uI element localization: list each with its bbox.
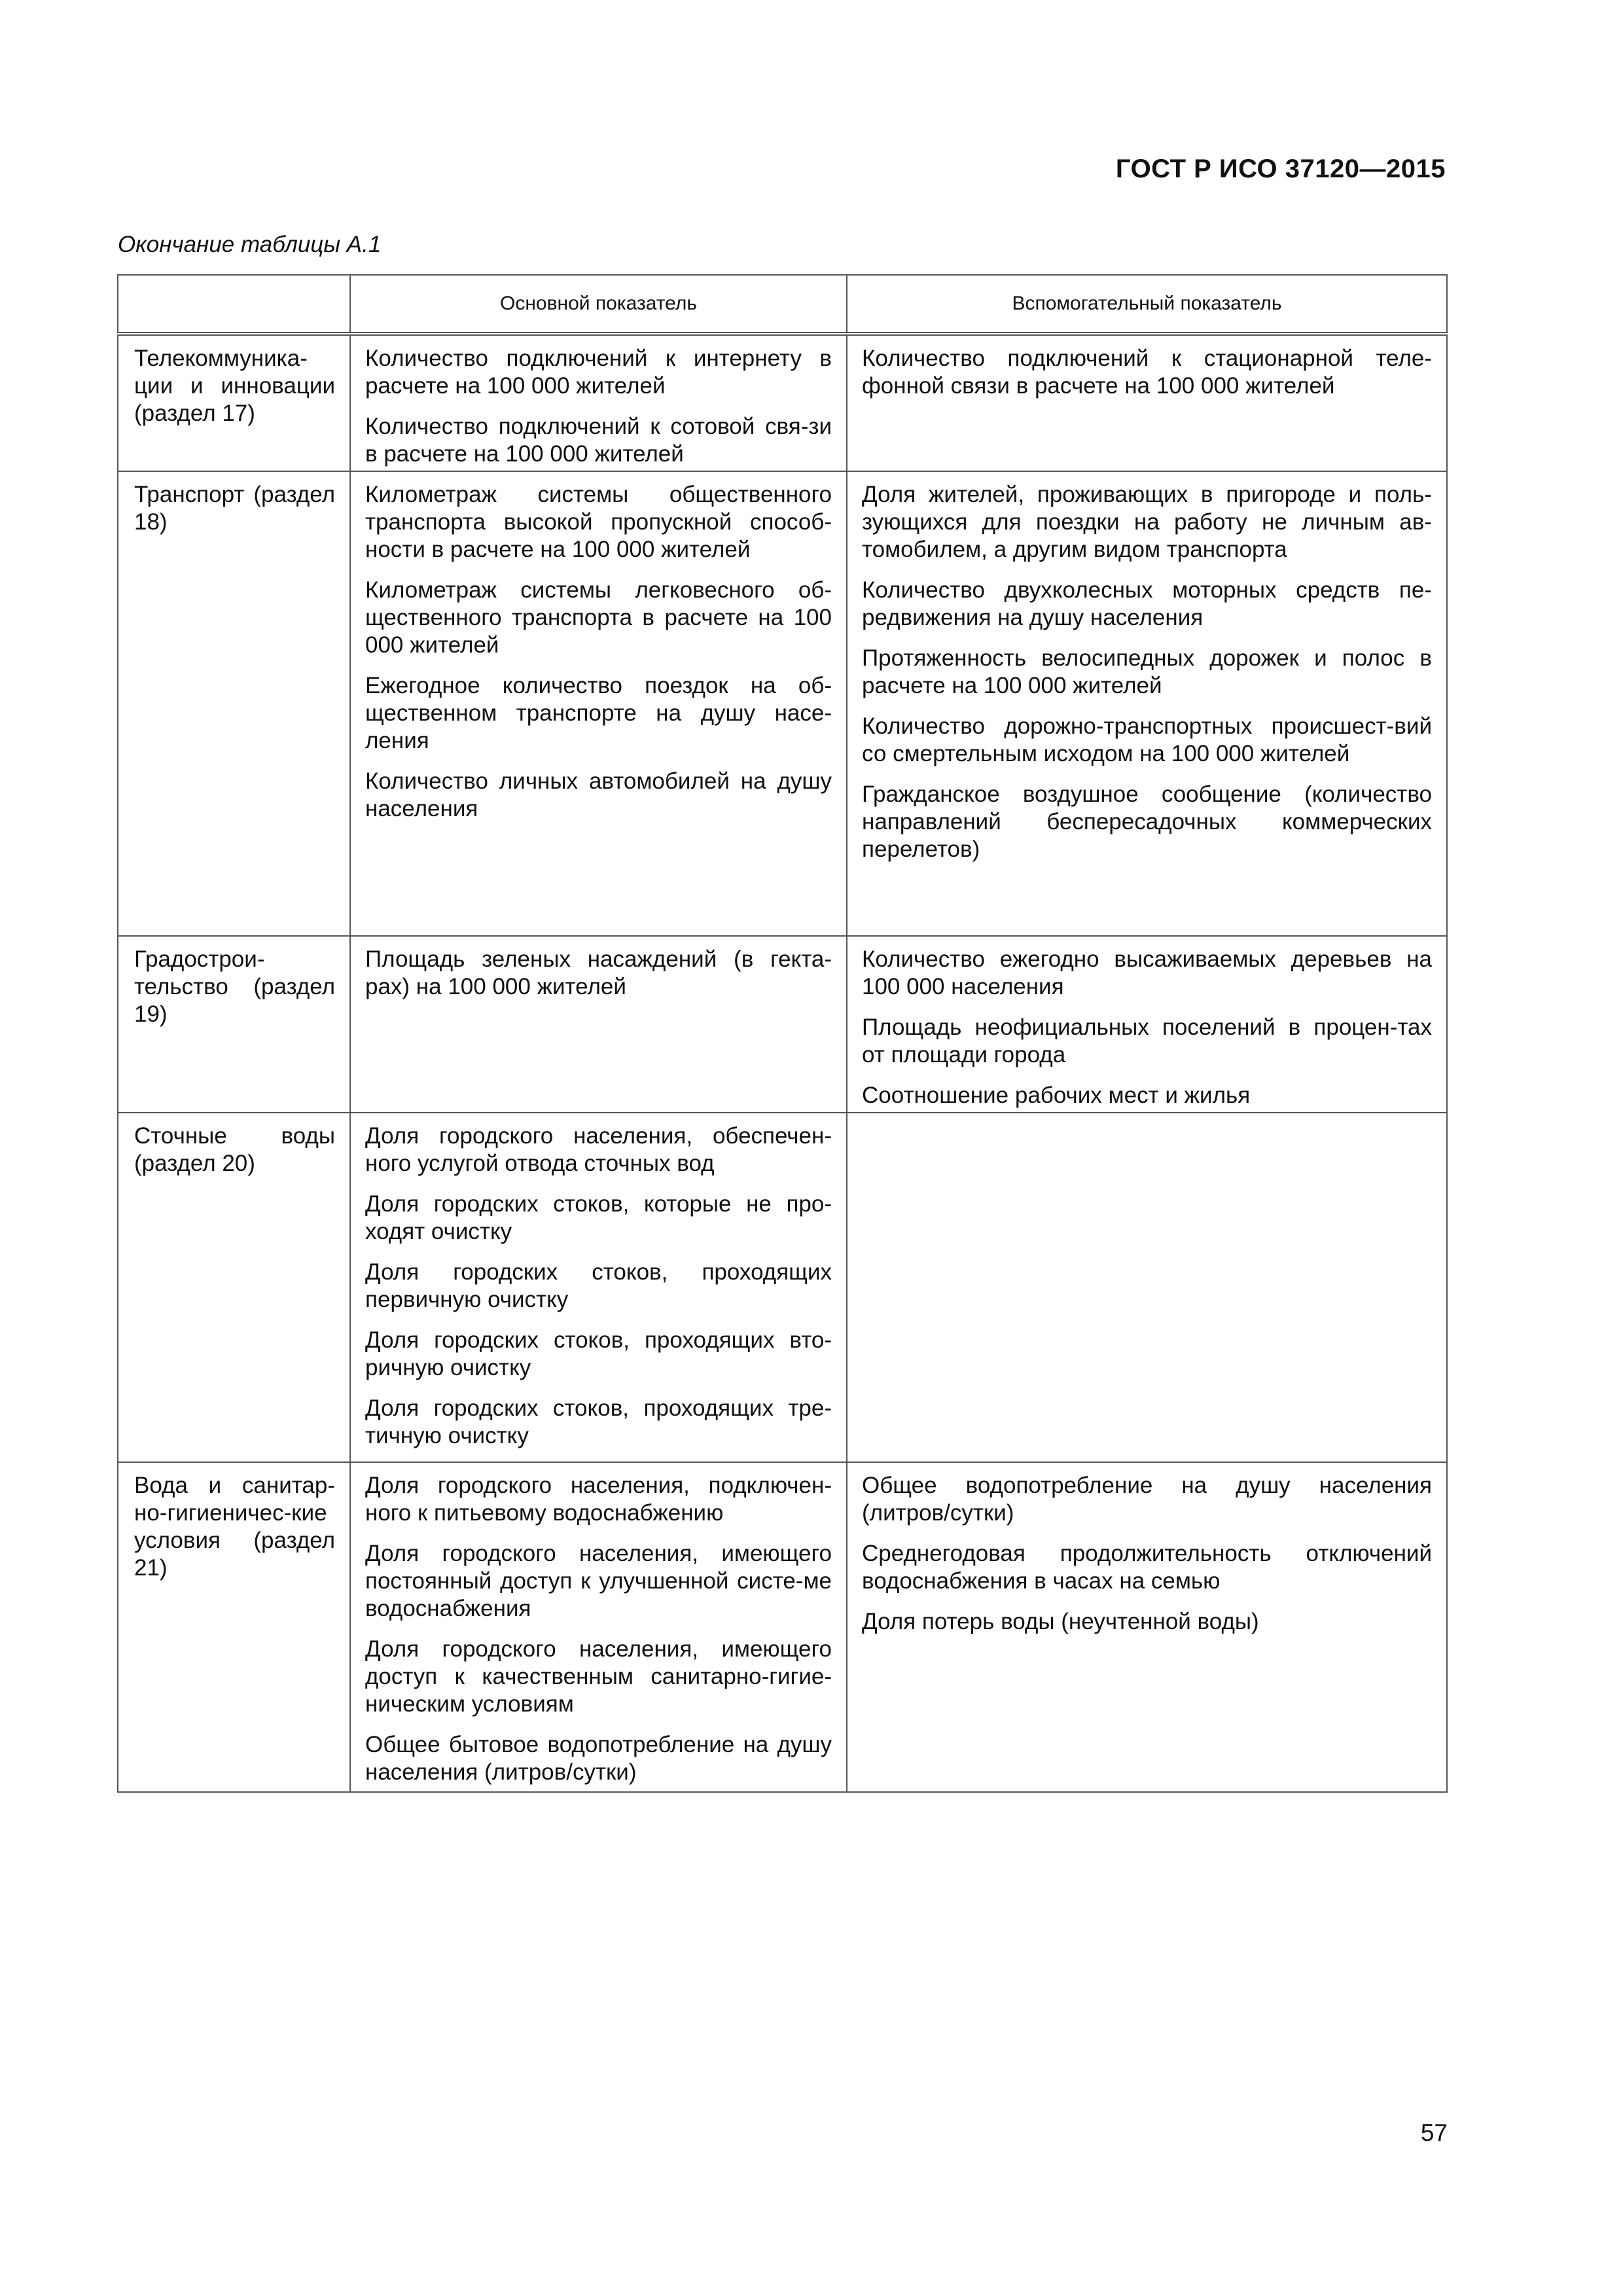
section-cell (118, 1113, 350, 1462)
section-label: Вода и санитар-но-гигиеничес-кие условия (раздел 21) (134, 1473, 335, 1581)
aux-indicators-cell (847, 1113, 1447, 1462)
main-indicators-cell (350, 1113, 847, 1462)
aux-indicator: Общее водопотребление на душу населения (литров/сутки) (862, 1473, 1432, 1526)
document-standard-header: ГОСТ Р ИСО 37120—2015 (1115, 154, 1446, 183)
section-cell (118, 936, 350, 1113)
aux-indicators-cell (847, 334, 1447, 471)
main-indicator: Доля городских стоков, которые не про-ходят очистку (365, 1191, 832, 1244)
main-indicators-cell (350, 936, 847, 1113)
table-row (118, 1462, 1447, 1792)
table-caption: Окончание таблицы А.1 (118, 232, 382, 257)
section-label: Телекоммуника-ции и инновации (раздел 17) (134, 346, 335, 426)
main-indicator: Доля городского населения, подключен-ного к питьевому водоснабжению (365, 1473, 832, 1526)
main-indicator: Километраж системы общественного транспорта высокой пропускной способ-ности в расчете на 100 000 жителей (365, 482, 832, 562)
main-indicator: Количество подключений к интернету в расчете на 100 000 жителей (365, 346, 832, 399)
section-cell (118, 334, 350, 471)
section-label: Транспорт (раздел 18) (134, 482, 335, 535)
aux-indicators-cell (847, 471, 1447, 936)
table-header-row (118, 275, 1447, 334)
aux-indicator: Доля жителей, проживающих в пригороде и поль-зующихся для поездки на работу не личным ав-томобилем, а другим видом транспорта (862, 482, 1432, 562)
table-row (118, 936, 1447, 1113)
section-label: Сточные воды (раздел 20) (134, 1123, 335, 1176)
aux-indicator: Доля потерь воды (неучтенной воды) (862, 1609, 1259, 1634)
aux-indicators-cell (847, 1462, 1447, 1792)
aux-indicator: Количество ежегодно высаживаемых деревьев на 100 000 населения (862, 946, 1432, 999)
main-indicator: Доля городского населения, имеющего доступ к качественным санитарно-гигие-ническим условиям (365, 1636, 832, 1717)
aux-indicators-cell (847, 936, 1447, 1113)
main-indicator: Километраж системы легковесного об-щественного транспорта в расчете на 100 000 жителей (365, 577, 832, 658)
aux-indicator: Площадь неофициальных поселений в процен-тах от площади города (862, 1014, 1432, 1067)
main-indicator: Доля городского населения, имеющего постоянный доступ к улучшенной систе-ме водоснабжения (365, 1541, 832, 1621)
column-header-aux-indicator: Вспомогательный показатель (847, 275, 1447, 334)
column-header-main-indicator: Основной показатель (350, 275, 847, 334)
table-row (118, 471, 1447, 936)
main-indicator: Доля городских стоков, проходящих первичную очистку (365, 1259, 832, 1312)
aux-indicator: Количество дорожно-транспортных происшест-вий со смертельным исходом на 100 000 жителей (862, 713, 1432, 766)
main-indicators-cell (350, 1462, 847, 1792)
main-indicator: Доля городских стоков, проходящих вто-ричную очистку (365, 1327, 832, 1380)
main-indicators-cell (350, 334, 847, 471)
section-cell (118, 1462, 350, 1792)
main-indicator: Доля городских стоков, проходящих тре-тичную очистку (365, 1395, 832, 1448)
aux-indicator: Гражданское воздушное сообщение (количество направлений беспересадочных коммерческих перелетов) (862, 781, 1432, 862)
section-label: Градострои-тельство (раздел 19) (134, 946, 335, 1027)
page-number: 57 (1420, 2119, 1448, 2146)
main-indicator: Площадь зеленых насаждений (в гекта-рах) на 100 000 жителей (365, 946, 832, 999)
main-indicator: Доля городского населения, обеспечен-ного услугой отвода сточных вод (365, 1123, 832, 1176)
section-cell (118, 471, 350, 936)
main-indicator: Общее бытовое водопотребление на душу населения (литров/сутки) (365, 1732, 832, 1785)
main-indicator: Ежегодное количество поездок на об-щественном транспорте на душу насе-ления (365, 673, 832, 753)
main-indicator: Количество личных автомобилей на душу населения (365, 768, 832, 821)
table-row (118, 1113, 1447, 1462)
table-row (118, 334, 1447, 471)
aux-indicator: Количество подключений к стационарной теле-фонной связи в расчете на 100 000 жителей (862, 346, 1432, 399)
main-indicator: Количество подключений к сотовой свя-зи в расчете на 100 000 жителей (365, 414, 832, 467)
aux-indicator: Протяженность велосипедных дорожек и полос в расчете на 100 000 жителей (862, 645, 1432, 698)
column-header-section (118, 275, 350, 334)
indicators-table (117, 274, 1448, 1793)
aux-indicator: Среднегодовая продолжительность отключений водоснабжения в часах на семью (862, 1541, 1432, 1594)
main-indicators-cell (350, 471, 847, 936)
aux-indicator: Количество двухколесных моторных средств пе-редвижения на душу населения (862, 577, 1432, 630)
aux-indicator: Соотношение рабочих мест и жилья (862, 1083, 1251, 1108)
